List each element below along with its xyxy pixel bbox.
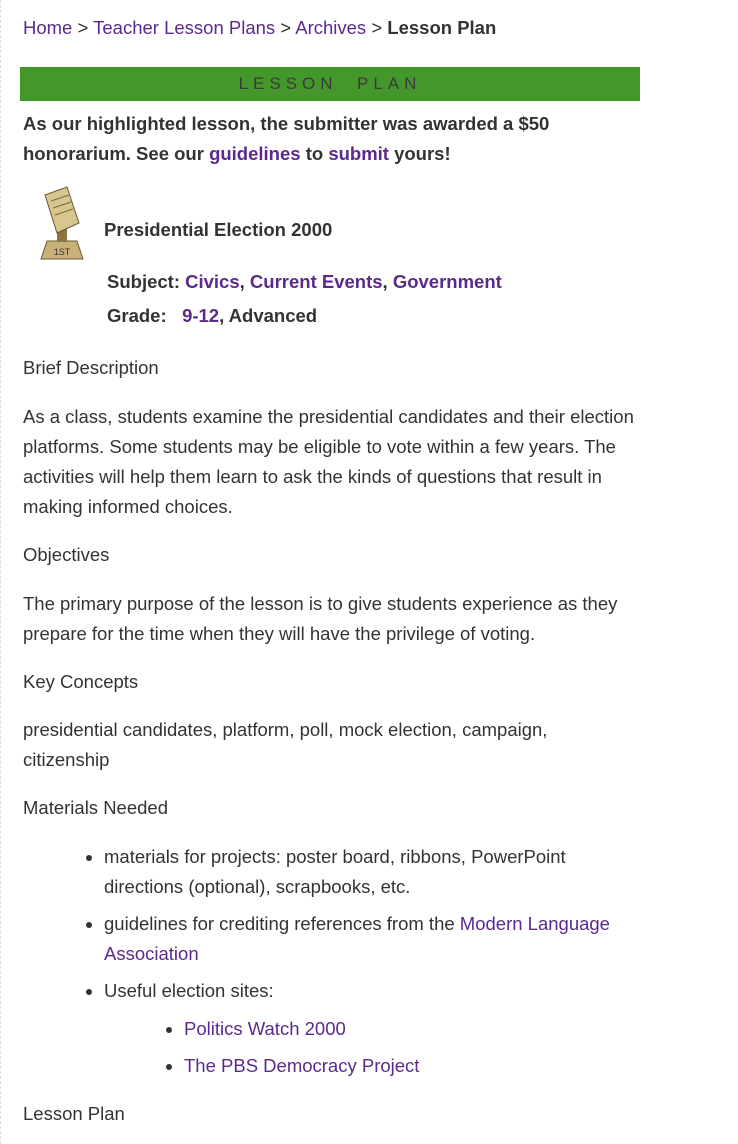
lesson-plan-banner: LESSON PLAN [20,67,640,101]
breadcrumb-home[interactable]: Home [23,17,73,38]
materials-heading: Materials Needed [23,797,168,818]
breadcrumb-teacher-lesson-plans[interactable]: Teacher Lesson Plans [93,17,276,38]
subject-government-link[interactable]: Government [392,271,502,292]
notice-text: to [300,143,329,164]
brief-description-text: As a class, students examine the presidential candidates and their election platforms. Some students may be eligible to vote within a few years. The activities will help them learn to ask the kinds of questions that result in making informed choices. [23,406,634,517]
materials-item: materials for projects: poster board, ribbons, PowerPoint directions (optional), scrapbooks, etc. [104,842,624,902]
lesson-plan-heading: Lesson Plan [23,1103,125,1124]
breadcrumb-current: Lesson Plan [387,17,497,38]
trophy-label: 1ST [53,247,71,257]
politics-watch-link[interactable]: Politics Watch 2000 [184,1018,346,1039]
subject-label: Subject: [107,271,180,292]
grade-row [107,305,317,327]
breadcrumb-archives[interactable]: Archives [295,17,367,38]
subject-current-events-link[interactable]: Current Events [249,271,383,292]
key-concepts-heading: Key Concepts [23,671,139,692]
separator: > [77,17,89,38]
submit-link[interactable]: submit [328,143,389,164]
grade-label: Grade: [107,305,167,326]
key-concepts-text: presidential candidates, platform, poll, mock election, campaign, citizenship [23,719,548,770]
separator: > [371,17,383,38]
guidelines-link[interactable]: guidelines [209,143,301,164]
site-item [184,1014,346,1044]
highlight-notice [23,109,623,169]
objectives-text: The primary purpose of the lesson is to give students experience as they prepare for the time when they will have the privilege of voting. [23,593,618,644]
objectives-heading: Objectives [23,544,110,565]
item-text: guidelines for crediting references from the [104,913,460,934]
grade-link[interactable]: 9-12 [182,305,220,326]
first-place-trophy-icon [37,185,87,263]
materials-item [104,909,624,969]
notice-text: yours! [388,143,451,164]
lesson-title: Presidential Election 2000 [104,219,333,240]
pbs-democracy-link[interactable]: The PBS Democracy Project [184,1055,420,1076]
materials-item: Useful election sites: [104,976,274,1006]
brief-description-heading: Brief Description [23,357,159,378]
mla-link[interactable]: Modern Language Association [104,913,610,964]
grade-rest: , Advanced [219,305,318,326]
subject-civics-link[interactable]: Civics [185,271,240,292]
subject-row: Subject: Civics, Current Events, Government [107,271,502,292]
notice-text: As our highlighted lesson, the submitter was awarded a $50 honorarium. See our [23,113,550,164]
site-item [184,1051,419,1081]
separator: > [280,17,292,38]
breadcrumb [23,17,496,39]
